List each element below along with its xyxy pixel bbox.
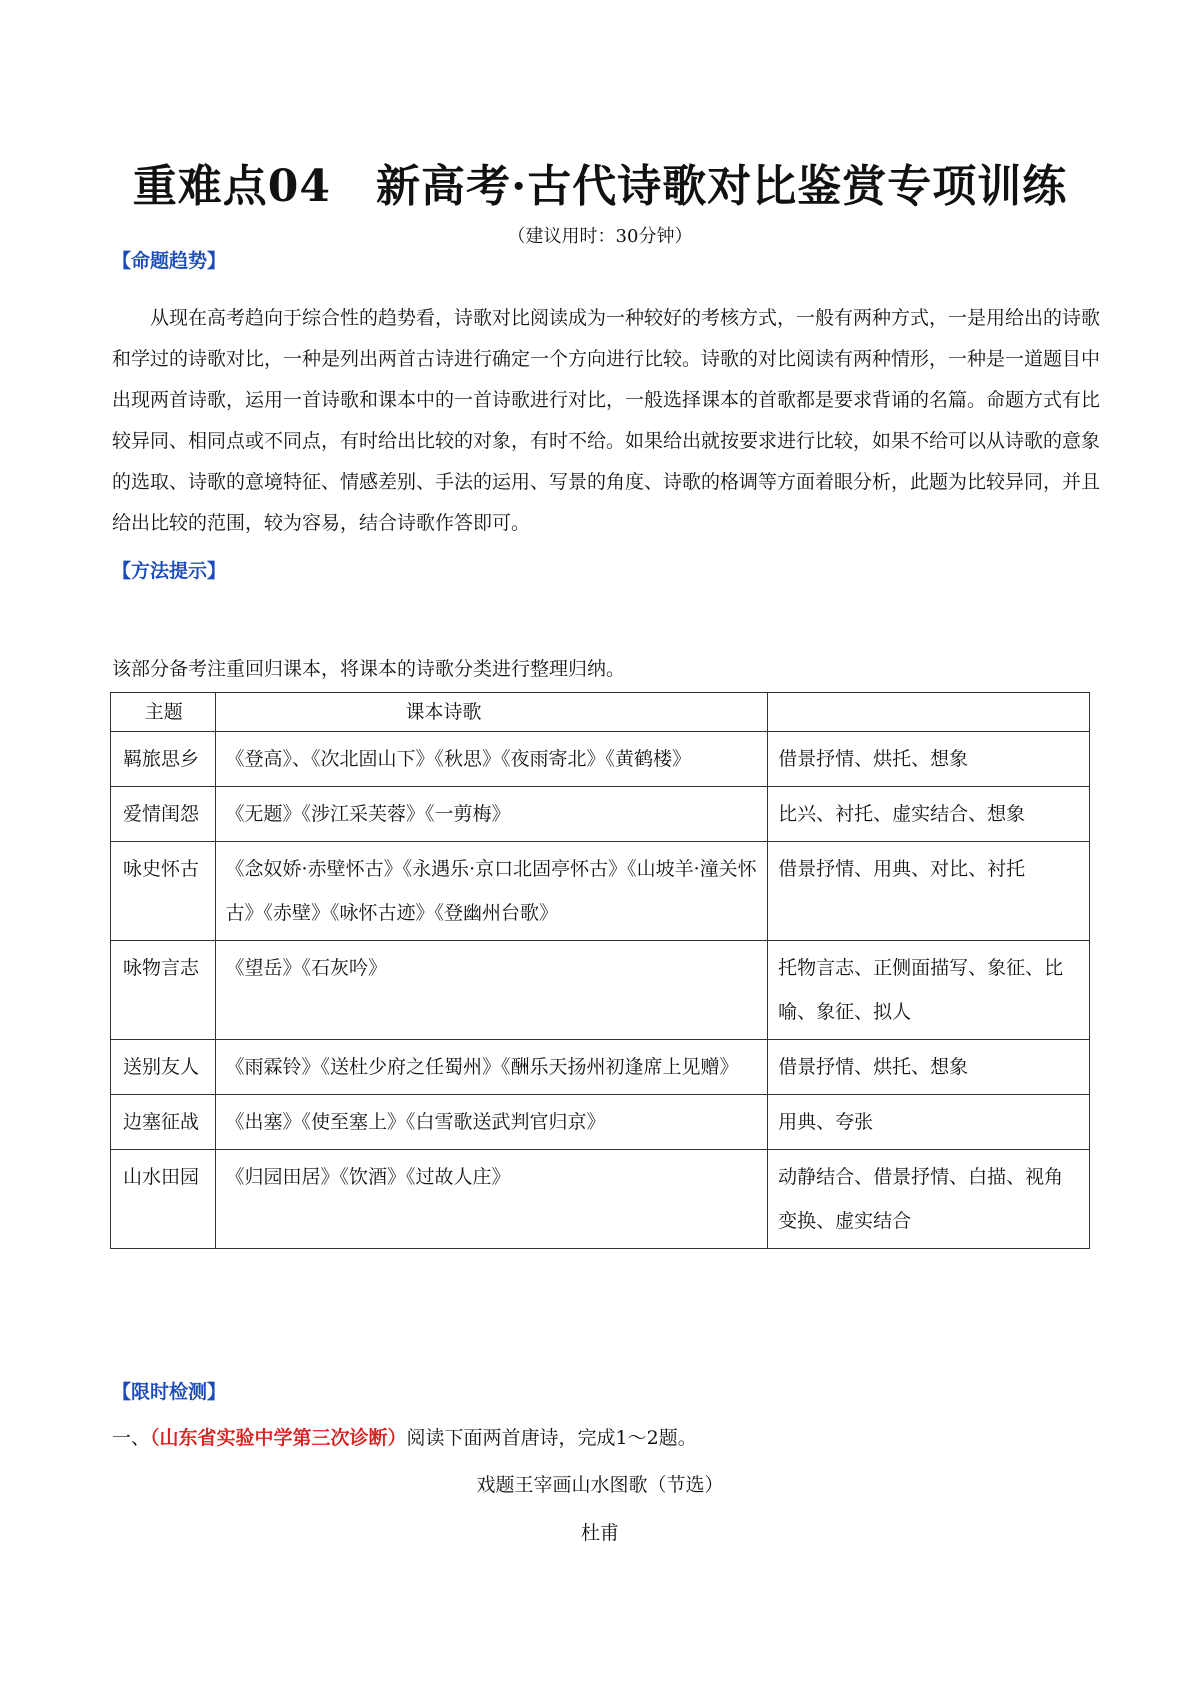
table-header-row xyxy=(111,693,1090,732)
theme-cell: 山水田园 xyxy=(111,1150,216,1249)
techniques-cell: 比兴、衬托、虚实结合、想象 xyxy=(768,787,1090,842)
poems-cell: 《归园田居》《饮酒》《过故人庄》 xyxy=(215,1150,768,1249)
table-row xyxy=(111,842,1090,941)
header-techniques xyxy=(768,693,1090,732)
techniques-cell: 动静结合、借景抒情、白描、视角变换、虚实结合 xyxy=(768,1150,1090,1249)
table-row xyxy=(111,1040,1090,1095)
poems-cell: 《念奴娇·赤壁怀古》《永遇乐·京口北固亭怀古》《山坡羊·潼关怀古》《赤壁》《咏怀古迹》《登幽州台歌》 xyxy=(215,842,768,941)
poems-cell: 《登高》、《次北固山下》《秋思》《夜雨寄北》《黄鹤楼》 xyxy=(215,732,768,787)
trend-heading: 【命题趋势】 xyxy=(112,250,227,272)
poem-category-table xyxy=(110,692,1090,1249)
techniques-cell: 借景抒情、烘托、想象 xyxy=(768,1040,1090,1095)
method-heading: 【方法提示】 xyxy=(112,560,227,582)
trend-paragraph: 从现在高考趋向于综合性的趋势看，诗歌对比阅读成为一种较好的考核方式，一般有两种方式，一是用给出的诗歌和学过的诗歌对比，一种是列出两首古诗进行确定一个方向进行比较。诗歌的对比阅读有两种情形，一种是一道题目中出现两首诗歌，运用一首诗歌和课本中的一首诗歌进行对比，一般选择课本的首歌都是要求背诵的名篇。命题方式有比较异同、相同点或不同点，有时给出比较的对象，有时不给。如果给出就按要求进行比较，如果不给可以从诗歌的意象的选取、诗歌的意境特征、情感差别、手法的运用、写景的角度、诗歌的格调等方面着眼分析，此题为比较异同，并且给出比较的范围，较为容易，结合诗歌作答即可。 xyxy=(112,307,1101,534)
theme-cell: 咏史怀古 xyxy=(111,842,216,941)
suggested-time: （建议用时：30分钟） xyxy=(507,226,693,247)
table-row xyxy=(111,1150,1090,1249)
techniques-cell: 借景抒情、烘托、想象 xyxy=(768,732,1090,787)
poem-title: 戏题王宰画山水图歌（节选） xyxy=(476,1474,724,1496)
poems-cell: 《望岳》《石灰吟》 xyxy=(215,941,768,1040)
header-poems: 课本诗歌 xyxy=(215,693,768,732)
poems-cell: 《出塞》《使至塞上》《白雪歌送武判官归京》 xyxy=(215,1095,768,1150)
header-theme: 主题 xyxy=(111,693,216,732)
techniques-cell: 用典、夸张 xyxy=(768,1095,1090,1150)
theme-cell: 送别友人 xyxy=(111,1040,216,1095)
techniques-cell: 借景抒情、用典、对比、衬托 xyxy=(768,842,1090,941)
test-heading: 【限时检测】 xyxy=(112,1381,227,1403)
theme-cell: 爱情闺怨 xyxy=(111,787,216,842)
table-row xyxy=(111,787,1090,842)
question-number: 一、 xyxy=(112,1427,151,1449)
table-row xyxy=(111,941,1090,1040)
poem-author: 杜甫 xyxy=(580,1522,619,1544)
table-row xyxy=(111,1095,1090,1150)
poems-cell: 《无题》《涉江采芙蓉》《一剪梅》 xyxy=(215,787,768,842)
techniques-cell: 托物言志、正侧面描写、象征、比喻、象征、拟人 xyxy=(768,941,1090,1040)
theme-cell: 咏物言志 xyxy=(111,941,216,1040)
poems-cell: 《雨霖铃》《送杜少府之任蜀州》《酬乐天扬州初逢席上见赠》 xyxy=(215,1040,768,1095)
question-line xyxy=(112,1423,697,1450)
question-text: 阅读下面两首唐诗，完成1～2题。 xyxy=(406,1427,697,1449)
method-intro: 该部分备考注重回归课本，将课本的诗歌分类进行整理归纳。 xyxy=(112,658,626,680)
table-row xyxy=(111,732,1090,787)
theme-cell: 羁旅思乡 xyxy=(111,732,216,787)
question-source: （山东省实验中学第三次诊断） xyxy=(150,1427,407,1449)
document-title: 重难点04 新高考·古代诗歌对比鉴赏专项训练 xyxy=(132,161,1068,212)
theme-cell: 边塞征战 xyxy=(111,1095,216,1150)
